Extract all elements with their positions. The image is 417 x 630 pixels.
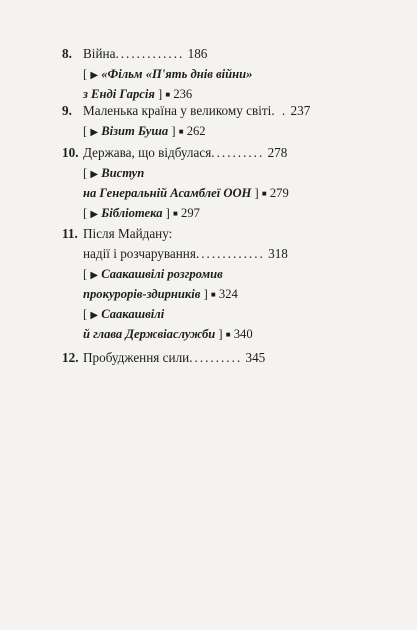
play-arrow-icon: ▶ [90, 209, 99, 220]
toc-entry-line-continued [83, 244, 288, 264]
dot-leader: ............. [115, 46, 185, 61]
bracket-open: [ [83, 267, 91, 281]
subentry-text: «Фільм «П'ять днів війни» [101, 67, 253, 81]
page-number: 345 [242, 350, 266, 365]
page-number: 237 [287, 103, 311, 118]
page-number: 186 [184, 46, 208, 61]
bracket-close: ] [251, 186, 262, 200]
square-bullet-icon: ■ [173, 209, 178, 218]
subentry-page: 262 [186, 124, 206, 138]
toc-entry-line [62, 143, 287, 163]
subentry-text: Виступ [101, 166, 145, 180]
square-bullet-icon: ■ [210, 290, 216, 299]
toc-subentry [83, 203, 200, 223]
subentry-page: 279 [269, 186, 289, 200]
subentry-page: 236 [173, 87, 193, 101]
chapter-title: Війна [83, 46, 116, 61]
bracket-close: ] [162, 206, 174, 220]
chapter-title: Після Майдану: [83, 226, 173, 241]
chapter-number: 10. [62, 145, 79, 160]
toc-subentry [83, 64, 252, 84]
dot-leader: . . [271, 103, 288, 118]
subentry-page: 324 [218, 287, 238, 301]
subentry-text: на Генеральній Асамблеї ООН [83, 186, 252, 200]
square-bullet-icon: ■ [261, 189, 267, 198]
play-arrow-icon: ▶ [90, 70, 99, 81]
toc-entry-line [62, 101, 310, 121]
play-arrow-icon: ▶ [90, 169, 99, 180]
bracket-close: ] [200, 287, 211, 301]
chapter-number: 11. [62, 226, 78, 241]
bracket-open: [ [83, 307, 91, 321]
subentry-page: 297 [181, 206, 200, 220]
subentry-text: Саакашвілі [101, 307, 165, 321]
bracket-close: ] [168, 124, 179, 138]
play-arrow-icon: ▶ [90, 270, 99, 281]
dot-leader: .......... [211, 145, 265, 160]
bracket-close: ] [154, 87, 166, 101]
chapter-title: Держава, що відбулася [83, 145, 212, 160]
chapter-number: 8. [62, 46, 72, 61]
page-number: 278 [264, 145, 288, 160]
chapter-number: 9. [62, 103, 72, 118]
dot-leader: .......... [189, 350, 243, 365]
toc-entry-line [62, 224, 172, 244]
toc-subentry [83, 284, 238, 304]
chapter-number: 12. [62, 350, 79, 365]
subentry-page: 340 [233, 327, 253, 341]
play-arrow-icon: ▶ [90, 127, 99, 138]
subentry-text: прокурорів-здирників [83, 287, 201, 301]
dot-leader: ............. [195, 246, 265, 261]
bracket-close: ] [215, 327, 226, 341]
toc-subentry [83, 163, 144, 183]
bracket-open: [ [83, 206, 91, 220]
chapter-title-continued: надії і розчарування [83, 246, 196, 261]
square-bullet-icon: ■ [178, 127, 184, 136]
toc-subentry [83, 324, 253, 344]
play-arrow-icon: ▶ [90, 310, 99, 321]
subentry-text: й глава Держвіаслужби [83, 327, 216, 341]
subentry-text: з Енді Гарсія [83, 87, 155, 101]
toc-subentry [83, 304, 164, 324]
bracket-open: [ [83, 67, 91, 81]
chapter-title: Маленька країна у великому світі [83, 103, 272, 118]
subentry-text: Бібліотека [101, 206, 163, 220]
page-number: 318 [264, 246, 288, 261]
toc-subentry [83, 264, 223, 284]
toc-entry-line [62, 44, 207, 64]
bracket-open: [ [83, 166, 91, 180]
square-bullet-icon: ■ [225, 330, 231, 339]
square-bullet-icon: ■ [165, 90, 171, 99]
bracket-open: [ [83, 124, 91, 138]
toc-subentry [83, 121, 206, 141]
subentry-text: Візит Буша [101, 124, 169, 138]
toc-entry-line [62, 348, 265, 368]
chapter-title: Пробудження сили [83, 350, 190, 365]
subentry-text: Саакашвілі розгромив [101, 267, 223, 281]
toc-subentry [83, 183, 289, 203]
